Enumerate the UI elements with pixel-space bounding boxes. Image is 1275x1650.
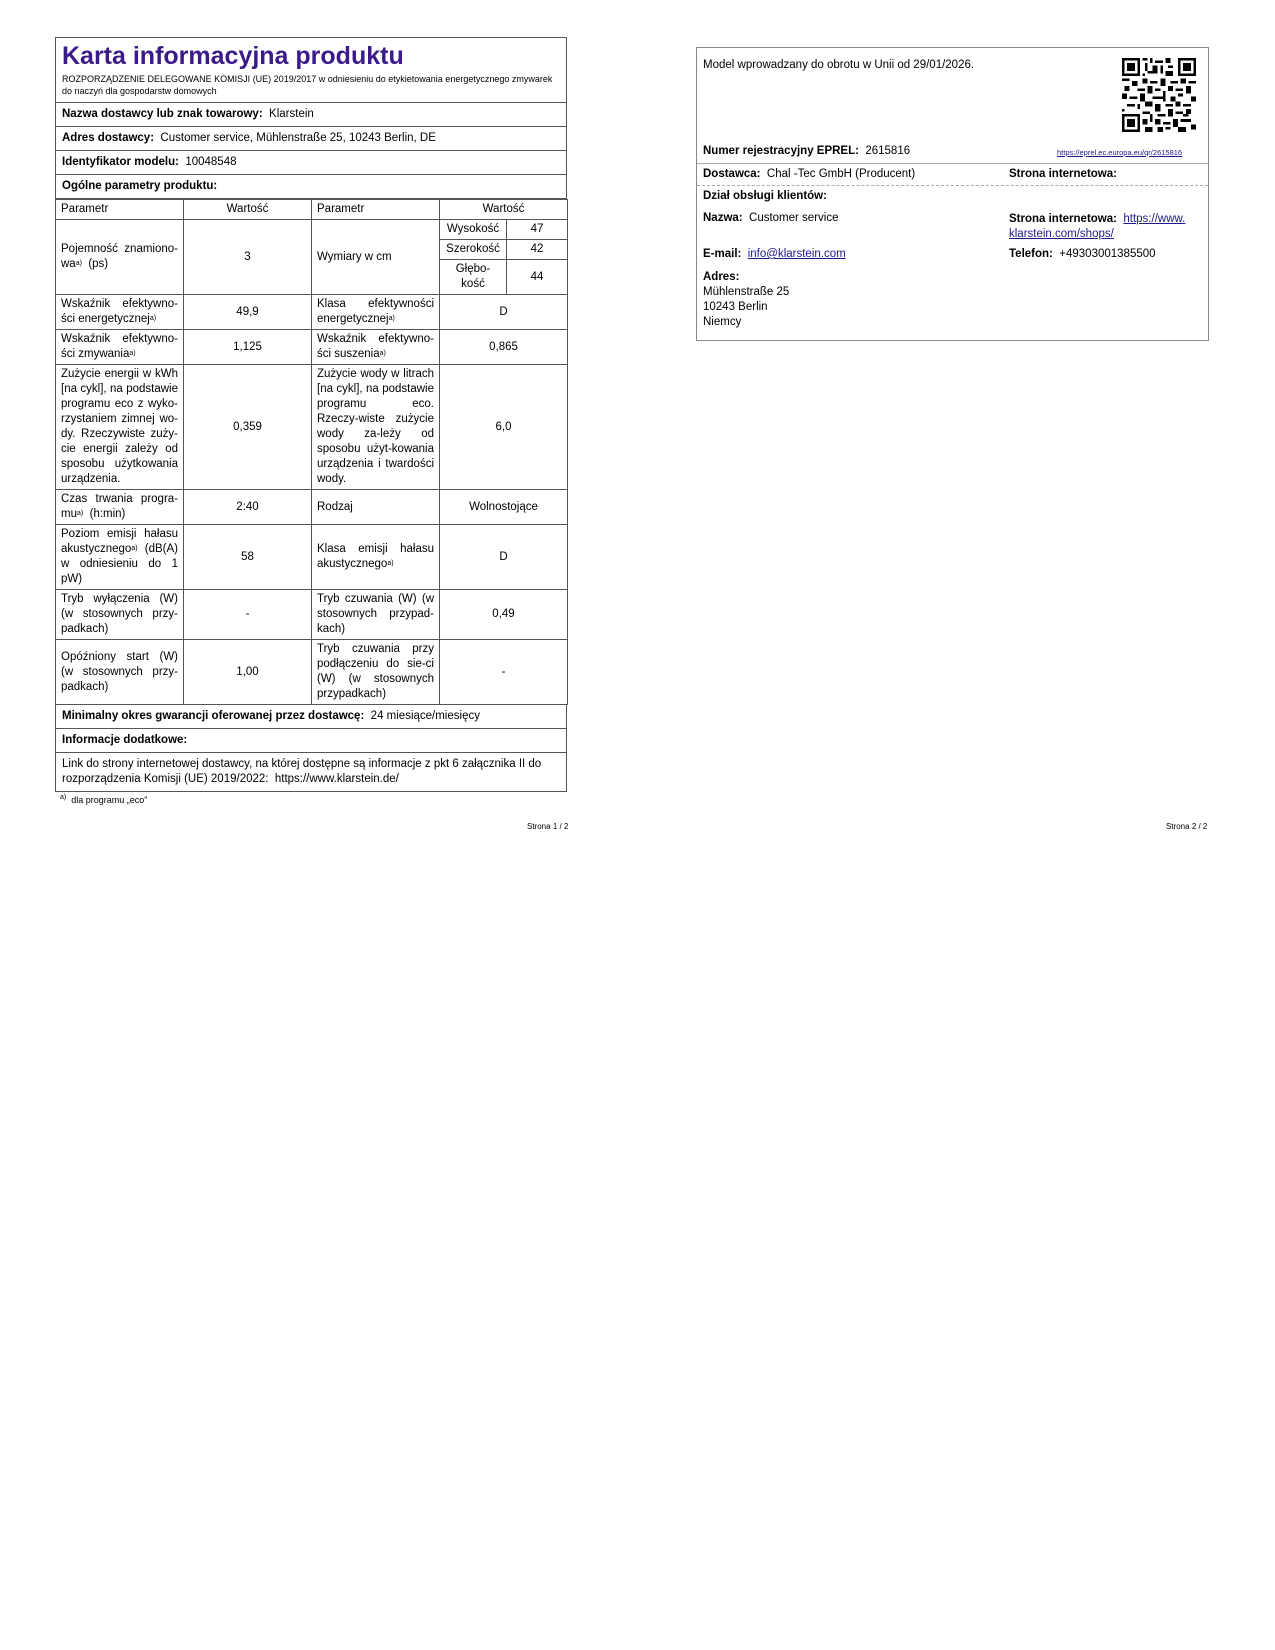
delay-start-label: Opóźniony start (W) (w stosownych przy-padkach)	[56, 640, 184, 705]
eei-label: Wskaźnik efektywno-ści energetycznej$^{a)}$	[56, 295, 184, 330]
additional-info-row	[56, 729, 566, 753]
energy-class-label: Klasa efektywności energetycznej$^{a)}$	[312, 295, 440, 330]
width-label: Szerokość	[440, 240, 507, 260]
service-address	[703, 270, 789, 330]
additional-info-link[interactable]: https://www.klarstein.de/	[274, 773, 399, 785]
address-row	[56, 127, 566, 151]
table-row	[56, 640, 568, 705]
capacity-label: Pojemność znamiono-$wa^{a)}$ (ps)	[56, 220, 184, 295]
duration-value: 2:40	[184, 490, 312, 525]
eprel-link[interactable]: https://eprel.ec.europa.eu/qr/2615816	[1057, 148, 1183, 157]
service-email-link[interactable]: info@klarstein.com	[747, 248, 846, 260]
qr-code-icon[interactable]	[1122, 58, 1196, 132]
cleaning-label: Wskaźnik efektywno-ści zmywania$^{a)}$	[56, 330, 184, 365]
address-line-1: Mühlenstraße 25	[703, 286, 790, 298]
network-standby-label: Tryb czuwania przy podłączeniu do sie-ci (W) (w stosownych przypadkach)	[312, 640, 440, 705]
service-website-label: Strona internetowa:	[1009, 213, 1117, 225]
product-information-sheet	[55, 37, 567, 805]
address-value: Customer service, Mühlenstraße 25, 10243 Berlin, DE	[160, 132, 436, 144]
general-params-label: Ogólne parametry produktu:	[62, 180, 218, 192]
table-row	[56, 295, 568, 330]
standby-label: Tryb czuwania (W) (w stosownych przypad-kach)	[312, 590, 440, 640]
warranty-value: 24 miesiące/miesięcy	[370, 710, 480, 722]
height-value: 47	[507, 220, 568, 240]
page-number-1: Strona 1 / 2	[527, 822, 569, 831]
capacity-value: 3	[184, 220, 312, 295]
parameters-table	[55, 199, 568, 705]
eprel-supplier-label: Dostawca:	[703, 168, 761, 180]
supplier-value: Klarstein	[269, 108, 314, 120]
divider	[697, 163, 1208, 164]
service-phone	[1009, 248, 1156, 260]
width-value: 42	[507, 240, 568, 260]
eei-value: 49,9	[184, 295, 312, 330]
standby-value: 0,49	[440, 590, 568, 640]
customer-service-label: Dział obsługi klientów:	[703, 190, 827, 202]
noise-value: 58	[184, 525, 312, 590]
eprel-registration	[703, 145, 910, 157]
table-row	[56, 525, 568, 590]
table-row	[56, 220, 568, 295]
footnote: $^{a)}$ dla programu „eco"	[60, 794, 148, 805]
model-label: Identyfikator modelu:	[62, 156, 179, 168]
warranty-row	[56, 705, 566, 729]
col-header-value-2: Wartość	[440, 200, 568, 220]
energy-class-value: D	[440, 295, 568, 330]
table-header-row	[56, 200, 568, 220]
table-row	[56, 590, 568, 640]
dimensions-values	[440, 220, 568, 295]
service-name	[703, 212, 838, 224]
supplier-label: Nazwa dostawcy lub znak towarowy:	[62, 108, 263, 120]
type-label: Rodzaj	[312, 490, 440, 525]
market-intro: Model wprowadzany do obrotu w Unii od 29/01/2026.	[703, 59, 975, 71]
service-email	[703, 248, 846, 260]
additional-info-text-row	[56, 753, 566, 792]
depth-label: Głębo-kość	[440, 260, 507, 295]
type-value: Wolnostojące	[440, 490, 568, 525]
service-website	[1009, 212, 1185, 242]
col-header-param: Parametr	[56, 200, 184, 220]
drying-label: Wskaźnik efektywno-ści suszenia$^{a)}$	[312, 330, 440, 365]
table-row	[56, 490, 568, 525]
drying-value: 0,865	[440, 330, 568, 365]
eprel-reg-label: Numer rejestracyjny EPREL:	[703, 145, 859, 157]
off-mode-value: -	[184, 590, 312, 640]
address-line-2: 10243 Berlin	[703, 301, 768, 313]
table-row	[56, 330, 568, 365]
network-standby-value: -	[440, 640, 568, 705]
eprel-website-label: Strona internetowa:	[1009, 168, 1117, 180]
service-name-label: Nazwa:	[703, 212, 743, 224]
energy-consumption-value: 0,359	[184, 365, 312, 490]
col-header-value: Wartość	[184, 200, 312, 220]
cleaning-value: 1,125	[184, 330, 312, 365]
energy-consumption-label: Zużycie energii w kWh [na cykl], na podstawie programu eco z wyko-rzystaniem zimnej wo-dy. Rzeczywiste zuży-cie energii zależy od sposobu użytkowania urządzenia.	[56, 365, 184, 490]
service-phone-label: Telefon:	[1009, 248, 1053, 260]
water-consumption-label: Zużycie wody w litrach [na cykl], na podstawie programu eco. Rzeczy-wiste zużycie wody za-leży od sposobu użyt-kowania urządzenia i twardości wody.	[312, 365, 440, 490]
delay-start-value: 1,00	[184, 640, 312, 705]
table-row	[56, 365, 568, 490]
model-value: 10048548	[185, 156, 237, 168]
dimensions-label: Wymiary w cm	[312, 220, 440, 295]
address-label: Adres dostawcy:	[62, 132, 155, 144]
service-address-label: Adres:	[703, 271, 740, 283]
supplier-info	[703, 168, 915, 180]
height-label: Wysokość	[440, 220, 507, 240]
supplier-row	[56, 103, 566, 127]
noise-label: Poziom emisji hałasu akustycznego$^{a)}$ (dB(A) w odniesieniu do 1 pW)	[56, 525, 184, 590]
off-mode-label: Tryb wyłączenia (W) (w stosownych przy-padkach)	[56, 590, 184, 640]
additional-info-label: Informacje dodatkowe:	[62, 734, 188, 746]
regulation-text: ROZPORZĄDZENIE DELEGOWANE KOMISJI (UE) 2019/2017 w odniesieniu do etykietowania energetycznego zmywarek do naczyń dla gospodarstw domowych	[62, 74, 553, 96]
service-email-label: E-mail:	[703, 248, 742, 260]
noise-class-value: D	[440, 525, 568, 590]
page-number-2: Strona 2 / 2	[1166, 822, 1208, 831]
warranty-label: Minimalny okres gwarancji oferowanej przez dostawcę:	[62, 710, 365, 722]
general-params-row	[56, 175, 566, 199]
noise-class-label: Klasa emisji hałasu akustycznego$^{a)}$	[312, 525, 440, 590]
service-website-link-cont[interactable]: klarstein.com/shops/	[1009, 228, 1114, 240]
eprel-reg-value: 2615816	[865, 145, 911, 157]
service-website-link[interactable]: https://www.	[1123, 213, 1186, 225]
col-header-param-2: Parametr	[312, 200, 440, 220]
depth-value: 44	[530, 270, 544, 283]
sheet-title: Karta informacyjna produktu	[62, 42, 404, 70]
service-phone-value: +49303001385500	[1059, 248, 1156, 260]
water-consumption-value: 6,0	[440, 365, 568, 490]
additional-info-text: Link do strony internetowej dostawcy, na której dostępne są informacje z pkt 6 załącznika II do rozporządzenia Komisji (UE) 2019/2022:	[62, 758, 542, 785]
eprel-panel	[696, 47, 1209, 341]
address-line-3: Niemcy	[703, 316, 742, 328]
model-row	[56, 151, 566, 175]
service-name-value: Customer service	[749, 212, 839, 224]
eprel-supplier-value: Chal -Tec GmbH (Producent)	[766, 168, 916, 180]
divider-dashed	[697, 185, 1208, 186]
duration-label: Czas trwania progra-$mu^{a)}$ (h:min)	[56, 490, 184, 525]
